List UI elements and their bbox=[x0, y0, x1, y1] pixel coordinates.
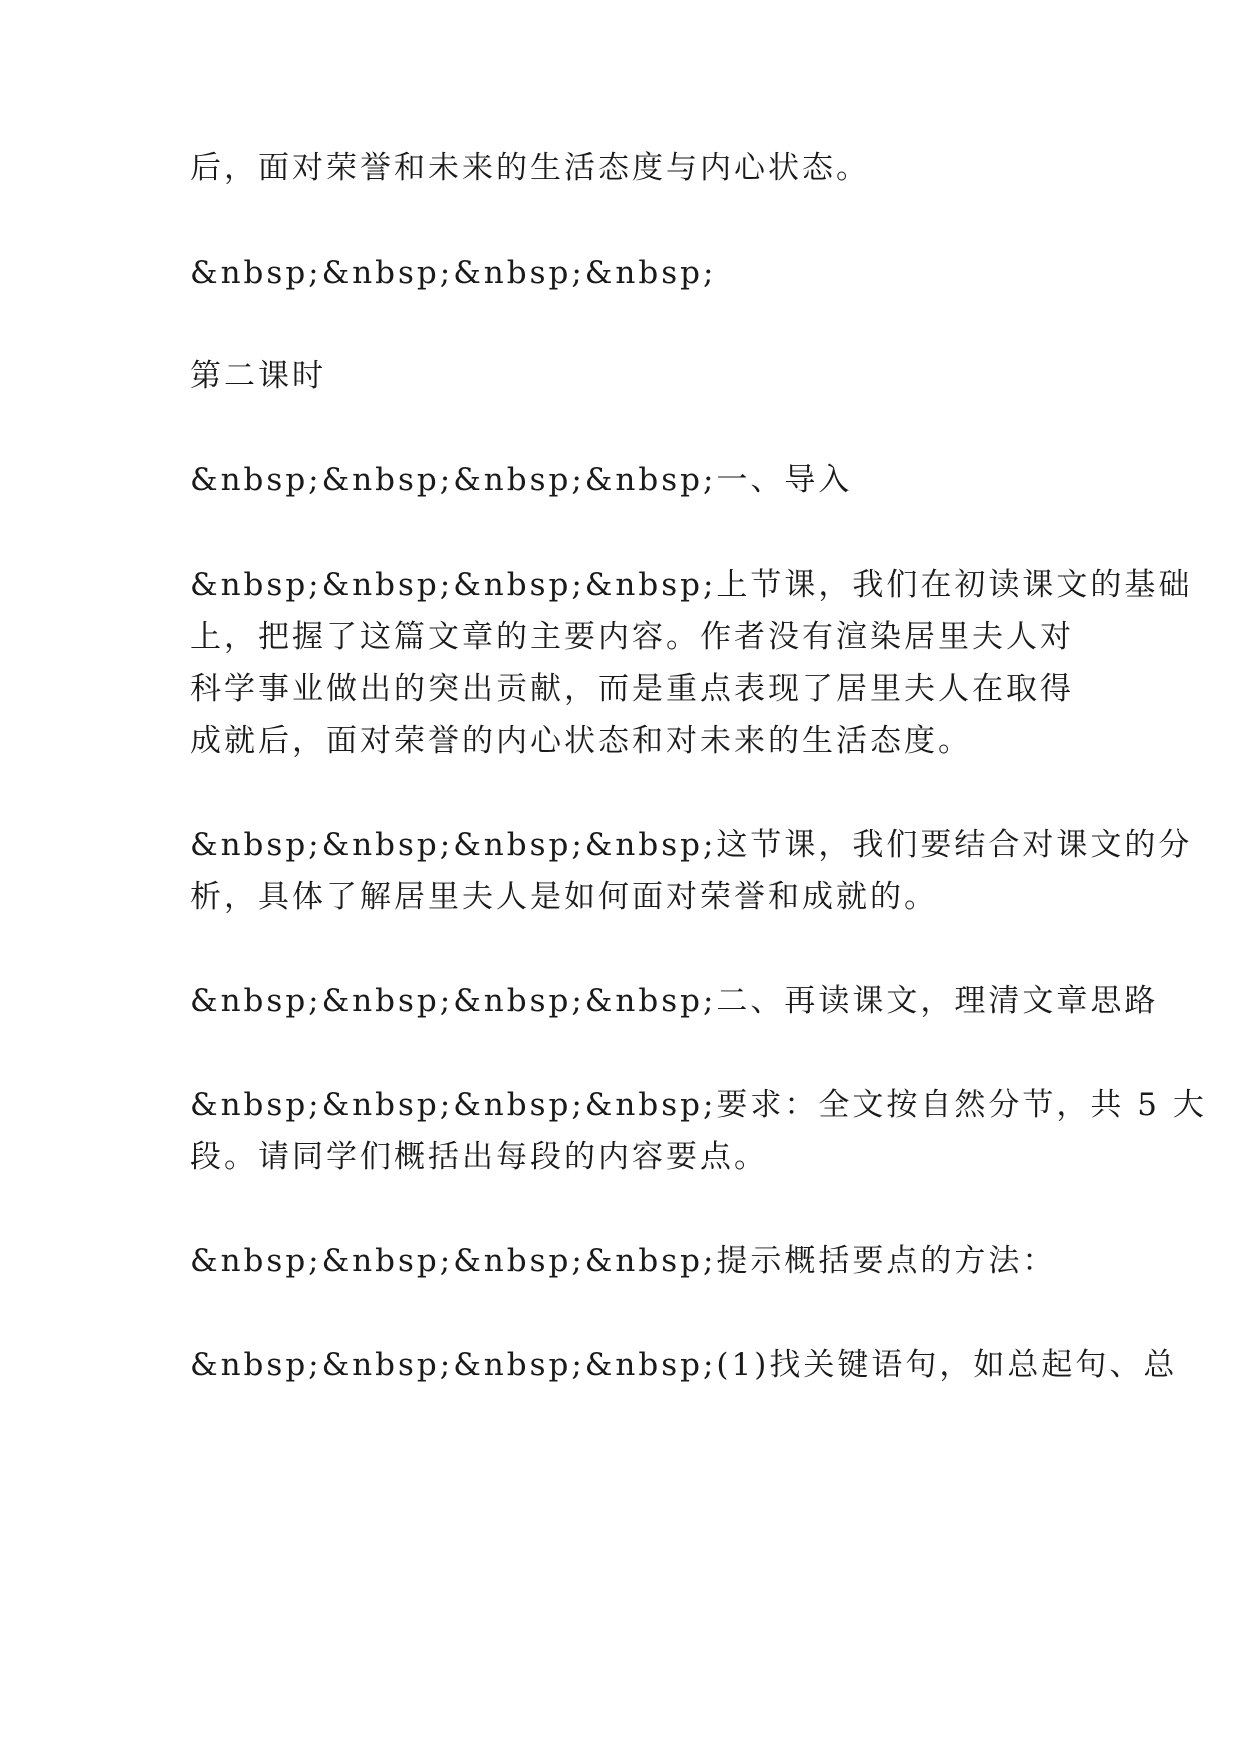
text-line-10: 析，具体了解居里夫人是如何面对荣誉和成就的。 bbox=[190, 879, 938, 915]
text-line-8: 成就后，面对荣誉的内心状态和对未来的生活态度。 bbox=[190, 723, 972, 759]
text-line-3: 第二课时 bbox=[190, 358, 326, 394]
text-line-13: 段。请同学们概括出每段的内容要点。 bbox=[190, 1139, 768, 1175]
text-line-5: &nbsp;&nbsp;&nbsp;&nbsp;上节课，我们在初读课文的基础 bbox=[190, 567, 1193, 603]
text-line-14: &nbsp;&nbsp;&nbsp;&nbsp;提示概括要点的方法： bbox=[190, 1243, 1057, 1279]
text-line-6: 上，把握了这篇文章的主要内容。作者没有渲染居里夫人对 bbox=[190, 619, 1074, 655]
text-line-11: &nbsp;&nbsp;&nbsp;&nbsp;二、再读课文，理清文章思路 bbox=[190, 983, 1159, 1019]
text-line-2: &nbsp;&nbsp;&nbsp;&nbsp; bbox=[190, 255, 717, 291]
text-line-7: 科学事业做出的突出贡献，而是重点表现了居里夫人在取得 bbox=[190, 671, 1074, 707]
text-line-1: 后，面对荣誉和未来的生活态度与内心状态。 bbox=[190, 150, 870, 186]
text-line-12: &nbsp;&nbsp;&nbsp;&nbsp;要求：全文按自然分节，共 5 大 bbox=[190, 1087, 1207, 1123]
text-line-4: &nbsp;&nbsp;&nbsp;&nbsp;一、导入 bbox=[190, 462, 853, 498]
text-line-9: &nbsp;&nbsp;&nbsp;&nbsp;这节课，我们要结合对课文的分 bbox=[190, 827, 1193, 863]
text-line-15: &nbsp;&nbsp;&nbsp;&nbsp;(1)找关键语句，如总起句、总 bbox=[190, 1347, 1178, 1383]
